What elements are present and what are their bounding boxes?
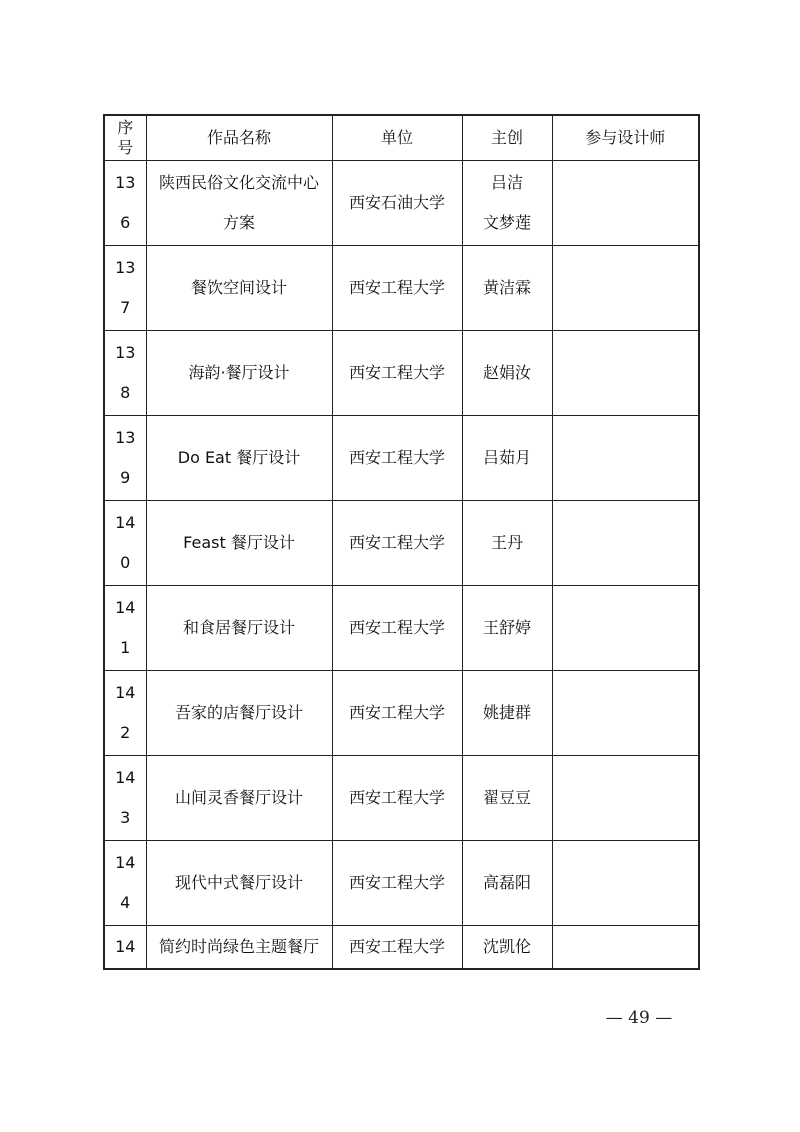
award-table: [103, 114, 700, 970]
cell-lead-line: 姚捷群: [482, 703, 531, 722]
header-title: 作品名称: [146, 115, 332, 161]
cell-lead: [462, 841, 552, 926]
cell-title-line: Feast 餐厅设计: [183, 533, 295, 552]
cell-no-line: 1: [120, 638, 131, 657]
cell-no-line: 14: [115, 513, 136, 532]
cell-lead-line: 赵娟汝: [482, 363, 531, 382]
cell-title-line: 和食居餐厅设计: [182, 618, 295, 637]
cell-no-line: 0: [120, 553, 131, 572]
cell-no-line: 14: [115, 683, 136, 702]
cell-designers: [552, 161, 699, 246]
cell-no-line: 4: [120, 893, 131, 912]
cell-designers: [552, 671, 699, 756]
cell-no-line: 3: [120, 808, 131, 827]
table-row: [104, 161, 699, 246]
cell-title: [146, 416, 332, 501]
cell-no-line: 13: [115, 428, 136, 447]
cell-lead-line: 吕洁: [490, 173, 523, 192]
cell-title-line: 餐饮空间设计: [190, 278, 287, 297]
cell-title-line: 现代中式餐厅设计: [174, 873, 303, 892]
cell-no-line: 6: [120, 213, 131, 232]
cell-title: [146, 926, 332, 970]
cell-no: [104, 756, 146, 841]
cell-no-line: 13: [115, 173, 136, 192]
table-header-row: [104, 115, 699, 161]
cell-title: [146, 586, 332, 671]
cell-no: [104, 841, 146, 926]
cell-lead-line: 翟豆豆: [482, 788, 531, 807]
table-row: [104, 331, 699, 416]
cell-title-line: 山间灵香餐厅设计: [174, 788, 303, 807]
cell-title-line: Do Eat 餐厅设计: [177, 448, 301, 467]
cell-designers: [552, 246, 699, 331]
cell-lead-line: 吕茹月: [482, 448, 531, 467]
cell-unit: 西安工程大学: [332, 246, 462, 331]
cell-no-line: 8: [120, 383, 131, 402]
header-no: [104, 115, 146, 161]
cell-unit: 西安工程大学: [332, 331, 462, 416]
header-no-line: 号: [117, 138, 134, 157]
table-row: [104, 841, 699, 926]
cell-designers: [552, 501, 699, 586]
cell-unit: 西安工程大学: [332, 756, 462, 841]
cell-designers: [552, 331, 699, 416]
table-row: [104, 671, 699, 756]
cell-title: [146, 501, 332, 586]
cell-title: [146, 331, 332, 416]
cell-lead-line: 王丹: [490, 533, 523, 552]
header-unit: 单位: [332, 115, 462, 161]
cell-unit: 西安石油大学: [332, 161, 462, 246]
cell-no-line: 2: [120, 723, 131, 742]
cell-lead-line: 黄洁霖: [482, 278, 531, 297]
cell-no-line: 7: [120, 298, 131, 317]
cell-lead: [462, 756, 552, 841]
cell-lead: [462, 501, 552, 586]
table-row: [104, 586, 699, 671]
cell-no: [104, 926, 146, 970]
cell-no-line: 14: [115, 853, 136, 872]
cell-lead-line: 沈凯伦: [482, 937, 531, 956]
cell-no: [104, 246, 146, 331]
cell-unit: 西安工程大学: [332, 841, 462, 926]
cell-designers: [552, 416, 699, 501]
cell-unit: 西安工程大学: [332, 501, 462, 586]
cell-title: [146, 756, 332, 841]
cell-no-line: 13: [115, 343, 136, 362]
cell-title-line: 方案: [222, 213, 255, 232]
cell-title: [146, 671, 332, 756]
cell-designers: [552, 756, 699, 841]
page-number: — 49 —: [605, 1008, 673, 1028]
header-lead: 主创: [462, 115, 552, 161]
table-row: [104, 246, 699, 331]
cell-designers: [552, 926, 699, 970]
table-row: [104, 501, 699, 586]
cell-no: [104, 586, 146, 671]
cell-lead-line: 文梦莲: [482, 213, 531, 232]
cell-lead: [462, 416, 552, 501]
cell-designers: [552, 586, 699, 671]
cell-no: [104, 416, 146, 501]
cell-title: [146, 246, 332, 331]
cell-no: [104, 331, 146, 416]
table-row: [104, 416, 699, 501]
cell-unit: 西安工程大学: [332, 416, 462, 501]
cell-lead-line: 王舒婷: [482, 618, 531, 637]
cell-lead: [462, 161, 552, 246]
cell-lead: [462, 586, 552, 671]
cell-title-line: 陕西民俗文化交流中心: [158, 173, 319, 192]
cell-no-line: 13: [115, 258, 136, 277]
cell-title: [146, 841, 332, 926]
cell-unit: 西安工程大学: [332, 671, 462, 756]
table-row: [104, 756, 699, 841]
cell-title-line: 海韵·餐厅设计: [188, 363, 290, 382]
cell-lead: [462, 246, 552, 331]
header-no-line: 序: [117, 118, 134, 137]
cell-no-line: 14: [115, 598, 136, 617]
cell-no-line: 14: [115, 768, 136, 787]
cell-no-line: 9: [120, 468, 131, 487]
cell-lead: [462, 331, 552, 416]
cell-lead: [462, 671, 552, 756]
cell-no: [104, 501, 146, 586]
cell-lead-line: 高磊阳: [482, 873, 531, 892]
cell-title-line: 吾家的店餐厅设计: [174, 703, 303, 722]
cell-unit: 西安工程大学: [332, 586, 462, 671]
table-row: [104, 926, 699, 970]
cell-title: [146, 161, 332, 246]
cell-title-line: 简约时尚绿色主题餐厅: [158, 937, 319, 956]
cell-no-line: 14: [115, 937, 136, 956]
header-designers: 参与设计师: [552, 115, 699, 161]
cell-designers: [552, 841, 699, 926]
table-body: [104, 161, 699, 970]
cell-no: [104, 671, 146, 756]
cell-lead: [462, 926, 552, 970]
cell-no: [104, 161, 146, 246]
cell-unit: 西安工程大学: [332, 926, 462, 970]
